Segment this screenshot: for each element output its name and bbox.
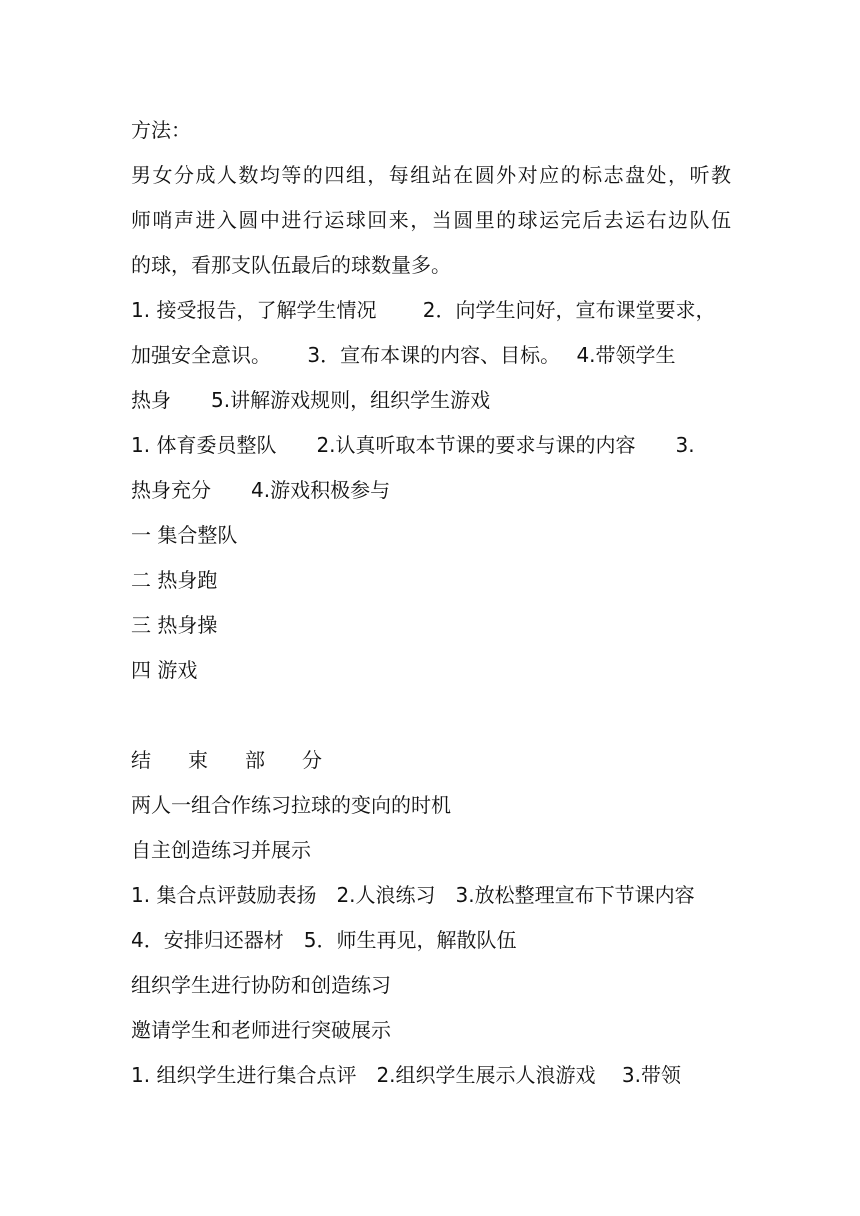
list-item: 三 热身操 bbox=[131, 613, 218, 637]
paragraph-line: 师哨声进入圆中进行运球回来，当圆里的球运完后去运右边队伍 bbox=[131, 208, 731, 232]
paragraph-line: 自主创造练习并展示 bbox=[131, 838, 311, 862]
paragraph-line: 1. 组织学生进行集合点评 2.组织学生展示人浪游戏 3.带领 bbox=[131, 1063, 681, 1087]
blank-line bbox=[131, 697, 731, 742]
paragraph-line: 1. 体育委员整队 2.认真听取本节课的要求与课的内容 3. bbox=[131, 433, 695, 457]
method-heading: 方法： bbox=[131, 118, 191, 142]
list-item: 二 热身跑 bbox=[131, 568, 218, 592]
section-title-char: 分 bbox=[302, 748, 322, 772]
paragraph-line: 加强安全意识。 3．宣布本课的内容、目标。 4.带领学生 bbox=[131, 343, 676, 367]
paragraph-line: 热身充分 4.游戏积极参与 bbox=[131, 478, 391, 502]
list-item: 一 集合整队 bbox=[131, 523, 238, 547]
document-body bbox=[131, 112, 731, 1102]
paragraph-line: 两人一组合作练习拉球的变向的时机 bbox=[131, 793, 451, 817]
paragraph-line: 1. 集合点评鼓励表扬 2.人浪练习 3.放松整理宣布下节课内容 bbox=[131, 883, 695, 907]
paragraph-line: 邀请学生和老师进行突破展示 bbox=[131, 1018, 391, 1042]
paragraph-line: 组织学生进行协防和创造练习 bbox=[131, 973, 391, 997]
section-title bbox=[131, 742, 731, 787]
paragraph-line: 男女分成人数均等的四组，每组站在圆外对应的标志盘处，听教 bbox=[131, 163, 731, 187]
paragraph-line: 热身 5.讲解游戏规则，组织学生游戏 bbox=[131, 388, 491, 412]
section-title-char: 部 bbox=[245, 748, 265, 772]
section-title-char: 束 bbox=[188, 748, 208, 772]
section-title-char: 结 bbox=[131, 748, 151, 772]
paragraph-line: 的球，看那支队伍最后的球数量多。 bbox=[131, 253, 451, 277]
paragraph-line: 1. 接受报告，了解学生情况 2．向学生问好，宣布课堂要求， bbox=[131, 298, 716, 322]
paragraph-line: 4．安排归还器材 5．师生再见，解散队伍 bbox=[131, 928, 517, 952]
list-item: 四 游戏 bbox=[131, 658, 198, 682]
